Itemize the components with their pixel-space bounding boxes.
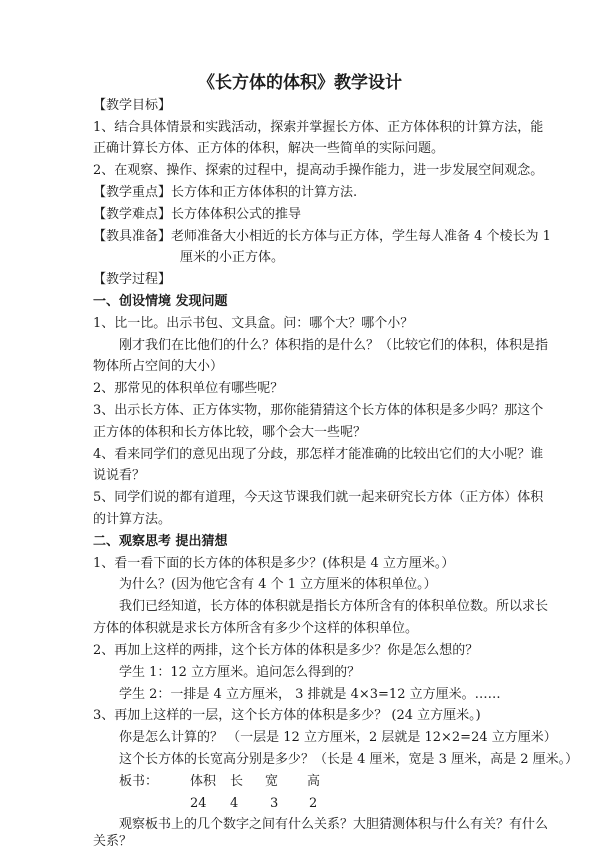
difficulty: 【教学难点】长方体体积公式的推导	[93, 207, 302, 222]
board-header-width: 宽	[265, 774, 279, 789]
section-2-heading: 二、观察思考 提出猜想	[93, 534, 228, 549]
s2-item-1-line-c: 方体的体积就是求长方体所含有多少个这样的体积单位。	[93, 621, 419, 636]
s1-item-5-line-a: 5、同学们说的都有道理，今天这节课我们就一起来研究长方体（正方体）体积	[93, 490, 544, 505]
board-header-volume: 体积	[190, 774, 217, 789]
page-title: 《长方体的体积》教学设计	[198, 73, 402, 93]
board-value-height: 2	[309, 796, 318, 811]
objective-1-line-2: 正确计算长方体、正方体的体积，解决一些简单的实际问题。	[93, 141, 445, 156]
s1-item-3-line-a: 3、出示长方体、正方体实物，那你能猜猜这个长方体的体积是多少吗？那这个	[93, 403, 544, 418]
board-value-volume: 24	[190, 796, 207, 811]
s1-item-4-line-a: 4、看来同学们的意见出现了分歧，那怎样才能准确的比较出它们的大小呢？谁	[93, 447, 544, 462]
s2-item-1-line-a: 为什么？(因为他它含有 4 个 1 立方厘米的体积单位。）	[119, 577, 437, 592]
board-value-width: 3	[270, 796, 279, 811]
s1-item-4-line-b: 说说看？	[93, 468, 146, 483]
board-value-length: 4	[230, 796, 239, 811]
process-header: 【教学过程】	[93, 272, 172, 287]
s1-item-1-line-a: 刚才我们在比他们的什么？体积指的是什么？（比较它们的体积，体积是指	[119, 338, 549, 353]
key-point: 【教学重点】长方体和正方体体积的计算方法.	[93, 185, 358, 200]
s2-final-line-a: 观察板书上的几个数字之间有什么关系？大胆猜测体积与什么有关？有什么	[119, 817, 549, 832]
objective-1-line-1: 1、结合具体情景和实践活动，探索并掌握长方体、正方体体积的计算方法，能	[93, 120, 544, 135]
board-label: 板书：	[119, 774, 159, 789]
s1-item-3-line-b: 正方体的体积和长方体比较，哪个会大一些呢？	[93, 425, 367, 440]
objective-2: 2、在观察、操作、探索的过程中，提高动手操作能力，进一步发展空间观念。	[93, 163, 544, 178]
s1-item-2: 2、那常见的体积单位有哪些呢？	[93, 381, 284, 396]
materials-line-1: 【教具准备】老师准备大小相近的长方体与正方体，学生每人准备 4 个棱长为 1	[93, 229, 551, 244]
s2-item-1: 1、看一看下面的长方体的体积是多少？(体积是 4 立方厘米。）	[93, 556, 455, 571]
s2-item-3: 3、再加上这样的一层，这个长方体的体积是多少？ (24 立方厘米。)	[93, 708, 481, 723]
section-1-heading: 一、创设情境 发现问题	[93, 294, 228, 309]
s2-item-3-line-a: 你是怎么计算的？ （一层是 12 立方厘米，2 层就是 12×2=24 立方厘米）	[119, 730, 557, 745]
s2-item-3-line-b: 这个长方体的长宽高分别是多少？（长是 4 厘米，宽是 3 厘米，高是 2 厘米。）	[119, 752, 579, 767]
s1-item-1: 1、比一比。出示书包、文具盒。问：哪个大？哪个小？	[93, 316, 414, 331]
board-header-length: 长	[230, 774, 244, 789]
s1-item-1-line-b: 物体所占空间的大小）	[93, 359, 224, 374]
s2-item-2: 2、再加上这样的两排，这个长方体的体积是多少？你是怎么想的？	[93, 643, 479, 658]
s1-item-5-line-b: 的计算方法。	[93, 512, 172, 527]
board-header-height: 高	[307, 774, 321, 789]
objectives-header: 【教学目标】	[93, 98, 172, 113]
s2-item-2-line-b: 学生 2：一排是 4 立方厘米， 3 排就是 4×3=12 立方厘米。……	[119, 687, 501, 702]
s2-item-2-line-a: 学生 1：12 立方厘米。追问怎么得到的？	[119, 665, 361, 680]
s2-final-line-b: 关系？	[93, 834, 133, 849]
s2-item-1-line-b: 我们已经知道，长方体的体积就是指长方体所含有的体积单位数。所以求长	[119, 599, 549, 614]
materials-line-2: 厘米的小正方体。	[180, 250, 285, 265]
